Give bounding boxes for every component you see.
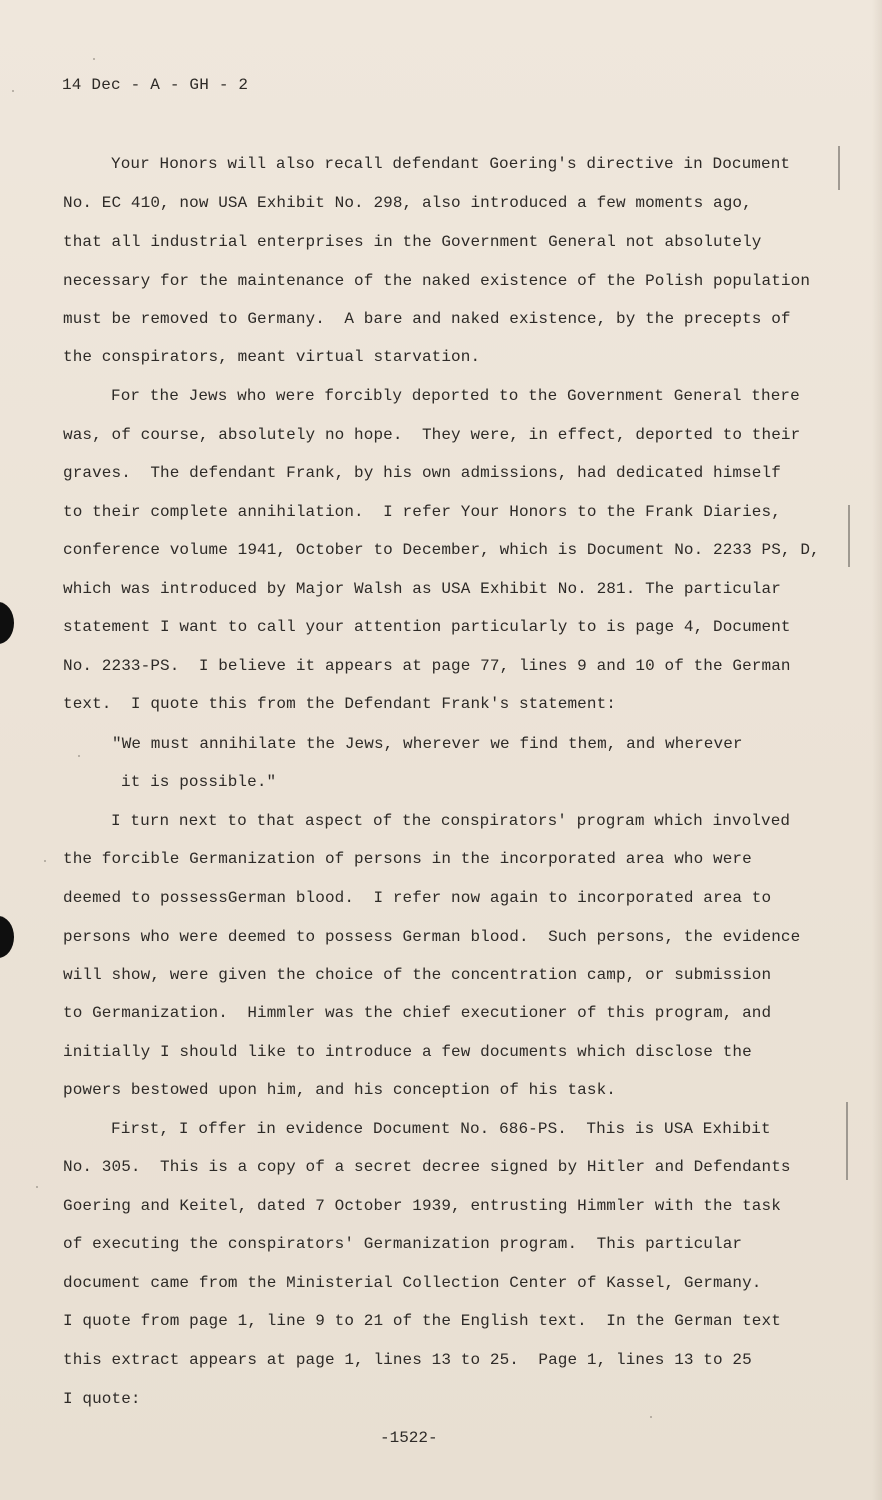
paragraph-3-line-1: I turn next to that aspect of the conspirators' program which involved <box>111 812 791 830</box>
paragraph-4-line-4: of executing the conspirators' Germanization program. This particular <box>63 1235 743 1253</box>
margin-mark <box>848 505 850 567</box>
document-header: 14 Dec - A - GH - 2 <box>62 76 249 94</box>
paragraph-1-line-1: Your Honors will also recall defendant Goering's directive in Document <box>111 155 791 173</box>
paragraph-2-line-5: conference volume 1941, October to December, which is Document No. 2233 PS, D, <box>63 541 820 559</box>
paragraph-2-line-4: to their complete annihilation. I refer Your Honors to the Frank Diaries, <box>63 503 781 521</box>
page-number: -1522- <box>380 1429 438 1447</box>
paper-speck <box>93 58 95 60</box>
page-edge-shadow <box>872 0 882 1500</box>
paragraph-2-line-2: was, of course, absolutely no hope. They were, in effect, deported to their <box>63 426 801 444</box>
paragraph-4-line-8: I quote: <box>63 1390 141 1408</box>
paragraph-4-line-6: I quote from page 1, line 9 to 21 of the English text. In the German text <box>63 1312 781 1330</box>
quotation-line-1: "We must annihilate the Jews, wherever we find them, and wherever <box>112 735 743 753</box>
paragraph-3-line-7: initially I should like to introduce a few documents which disclose the <box>63 1043 752 1061</box>
margin-mark <box>838 146 840 190</box>
paper-speck <box>650 1416 652 1418</box>
paragraph-4-line-1: First, I offer in evidence Document No. 686-PS. This is USA Exhibit <box>111 1120 771 1138</box>
paper-speck <box>12 90 14 92</box>
margin-mark <box>846 1102 848 1180</box>
paragraph-4-line-3: Goering and Keitel, dated 7 October 1939, entrusting Himmler with the task <box>63 1197 781 1215</box>
paragraph-2-line-7: statement I want to call your attention particularly to is page 4, Document <box>63 618 791 636</box>
binder-hole-top <box>0 602 14 644</box>
paragraph-4-line-5: document came from the Ministerial Collection Center of Kassel, Germany. <box>63 1274 762 1292</box>
paragraph-3-line-8: powers bestowed upon him, and his conception of his task. <box>63 1081 616 1099</box>
binder-hole-bottom <box>0 916 14 958</box>
paragraph-3-line-4: persons who were deemed to possess German blood. Such persons, the evidence <box>63 928 801 946</box>
paragraph-4-line-2: No. 305. This is a copy of a secret decree signed by Hitler and Defendants <box>63 1158 791 1176</box>
paragraph-3-line-3: deemed to possessGerman blood. I refer now again to incorporated area to <box>63 889 772 907</box>
paragraph-4-line-7: this extract appears at page 1, lines 13 to 25. Page 1, lines 13 to 25 <box>63 1351 752 1369</box>
paragraph-2-line-8: No. 2233-PS. I believe it appears at page 77, lines 9 and 10 of the German <box>63 657 791 675</box>
paper-speck <box>78 755 80 757</box>
paragraph-1-line-3: that all industrial enterprises in the Government General not absolutely <box>63 233 762 251</box>
quotation-line-2: it is possible." <box>121 773 277 791</box>
paragraph-2-line-3: graves. The defendant Frank, by his own admissions, had dedicated himself <box>63 464 781 482</box>
paper-speck <box>36 1186 38 1188</box>
paragraph-3-line-5: will show, were given the choice of the concentration camp, or submission <box>63 966 772 984</box>
paragraph-2-line-6: which was introduced by Major Walsh as USA Exhibit No. 281. The particular <box>63 580 781 598</box>
paper-speck <box>44 860 46 862</box>
paragraph-1-line-2: No. EC 410, now USA Exhibit No. 298, also introduced a few moments ago, <box>63 194 752 212</box>
paragraph-1-line-6: the conspirators, meant virtual starvation. <box>63 348 481 366</box>
paragraph-3-line-6: to Germanization. Himmler was the chief executioner of this program, and <box>63 1004 772 1022</box>
paragraph-2-line-1: For the Jews who were forcibly deported to the Government General there <box>111 387 800 405</box>
paragraph-1-line-5: must be removed to Germany. A bare and naked existence, by the precepts of <box>63 310 791 328</box>
paragraph-3-line-2: the forcible Germanization of persons in the incorporated area who were <box>63 850 752 868</box>
paragraph-1-line-4: necessary for the maintenance of the naked existence of the Polish population <box>63 272 811 290</box>
paragraph-2-line-9: text. I quote this from the Defendant Frank's statement: <box>63 695 616 713</box>
